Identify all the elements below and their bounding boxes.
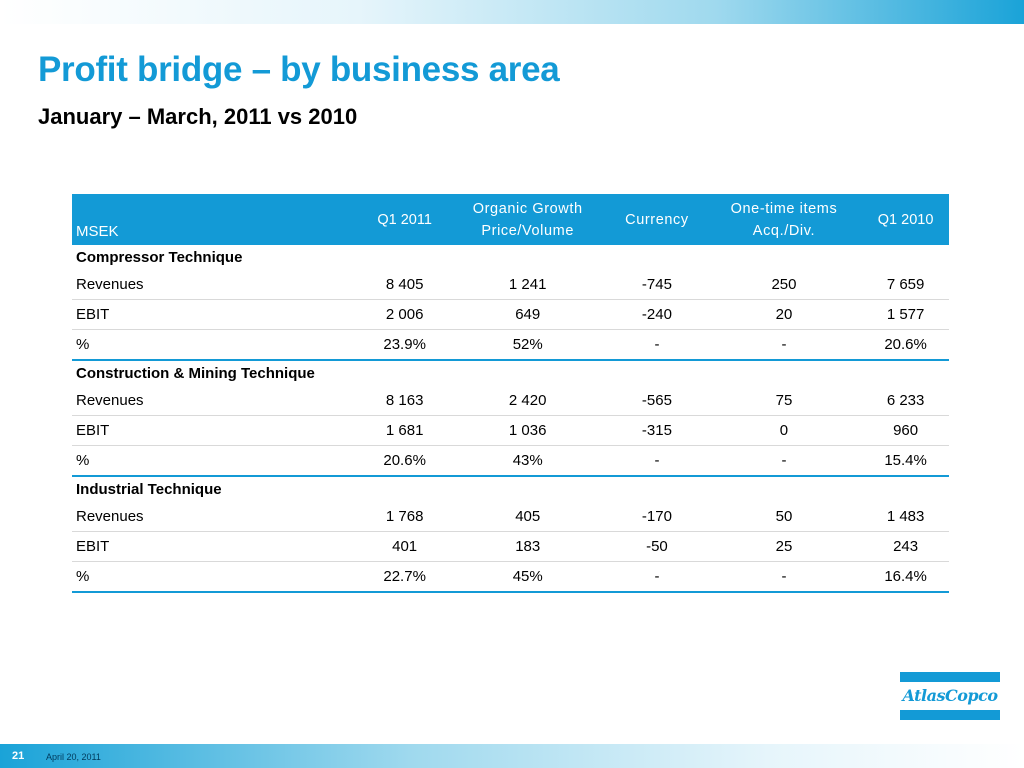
section-name: Industrial Technique [76,481,222,498]
cell-organic: 183 [447,532,608,562]
row-label: Revenues [72,270,362,300]
cell-q1-2011: 8 163 [362,386,447,416]
cell-q1-2010: 1 577 [862,300,949,330]
cell-q1-2011: 1 681 [362,416,447,446]
cell-q1-2011: 401 [362,532,447,562]
section-row [72,360,949,386]
cell-q1-2010: 243 [862,532,949,562]
cell-currency: -565 [608,386,706,416]
table-row [72,300,949,330]
header-onetime-line2: Acq./Div. [752,222,816,239]
header-onetime-line1: One-time items [730,200,838,217]
table-row [72,446,949,477]
cell-onetime: - [706,330,862,361]
table-row [72,270,949,300]
cell-q1-2011: 2 006 [362,300,447,330]
cell-q1-2010: 16.4% [862,562,949,593]
cell-q1-2010: 6 233 [862,386,949,416]
cell-currency: -170 [608,502,706,532]
cell-currency: - [608,446,706,477]
cell-organic: 45% [447,562,608,593]
cell-organic: 43% [447,446,608,477]
cell-onetime: 0 [706,416,862,446]
cell-q1-2011: 20.6% [362,446,447,477]
cell-q1-2010: 20.6% [862,330,949,361]
table-row [72,562,949,593]
section-row [72,245,949,270]
cell-currency: - [608,562,706,593]
section-name: Compressor Technique [76,249,243,266]
footer-date: April 20, 2011 [46,752,101,762]
row-label: Revenues [72,502,362,532]
header-one-time-items [706,194,862,245]
slide-title: Profit bridge – by business area [38,50,560,89]
table-row [72,386,949,416]
row-label: EBIT [72,416,362,446]
header-q1-2011: Q1 2011 [362,194,447,245]
cell-organic: 649 [447,300,608,330]
table-header-row [72,194,949,245]
page-number: 21 [12,750,25,762]
cell-q1-2010: 15.4% [862,446,949,477]
cell-onetime: 20 [706,300,862,330]
cell-onetime: 25 [706,532,862,562]
cell-currency: - [608,330,706,361]
cell-currency: -50 [608,532,706,562]
cell-q1-2011: 23.9% [362,330,447,361]
top-gradient-band [0,0,1024,24]
cell-q1-2011: 8 405 [362,270,447,300]
row-label: % [72,562,362,593]
cell-organic: 1 241 [447,270,608,300]
table-row [72,416,949,446]
row-label: EBIT [72,300,362,330]
cell-q1-2010: 7 659 [862,270,949,300]
cell-organic: 2 420 [447,386,608,416]
bottom-gradient-band [0,744,1024,768]
cell-onetime: 250 [706,270,862,300]
table-row [72,330,949,361]
row-label: % [72,330,362,361]
header-organic-line2: Price/Volume [481,222,575,239]
header-q1-2010: Q1 2010 [862,194,949,245]
header-organic-growth [447,194,608,245]
logo-bar-top [900,672,1000,682]
header-currency: Currency [608,194,706,245]
cell-q1-2011: 22.7% [362,562,447,593]
table-row [72,532,949,562]
row-label: Revenues [72,386,362,416]
cell-organic: 1 036 [447,416,608,446]
table-row [72,502,949,532]
section-row [72,476,949,502]
cell-q1-2010: 1 483 [862,502,949,532]
logo-bar-bottom [900,710,1000,720]
header-msek: MSEK [72,194,362,245]
slide-subtitle: January – March, 2011 vs 2010 [38,104,358,129]
cell-currency: -240 [608,300,706,330]
cell-onetime: 50 [706,502,862,532]
cell-currency: -745 [608,270,706,300]
cell-currency: -315 [608,416,706,446]
logo-wordmark: AtlasCopco [902,686,998,705]
header-organic-line1: Organic Growth [472,200,583,217]
section-name: Construction & Mining Technique [76,365,315,382]
cell-organic: 405 [447,502,608,532]
cell-onetime: - [706,446,862,477]
row-label: EBIT [72,532,362,562]
cell-organic: 52% [447,330,608,361]
row-label: % [72,446,362,477]
cell-onetime: - [706,562,862,593]
cell-onetime: 75 [706,386,862,416]
cell-q1-2010: 960 [862,416,949,446]
profit-bridge-table [72,194,949,593]
atlas-copco-logo [900,672,1000,720]
cell-q1-2011: 1 768 [362,502,447,532]
